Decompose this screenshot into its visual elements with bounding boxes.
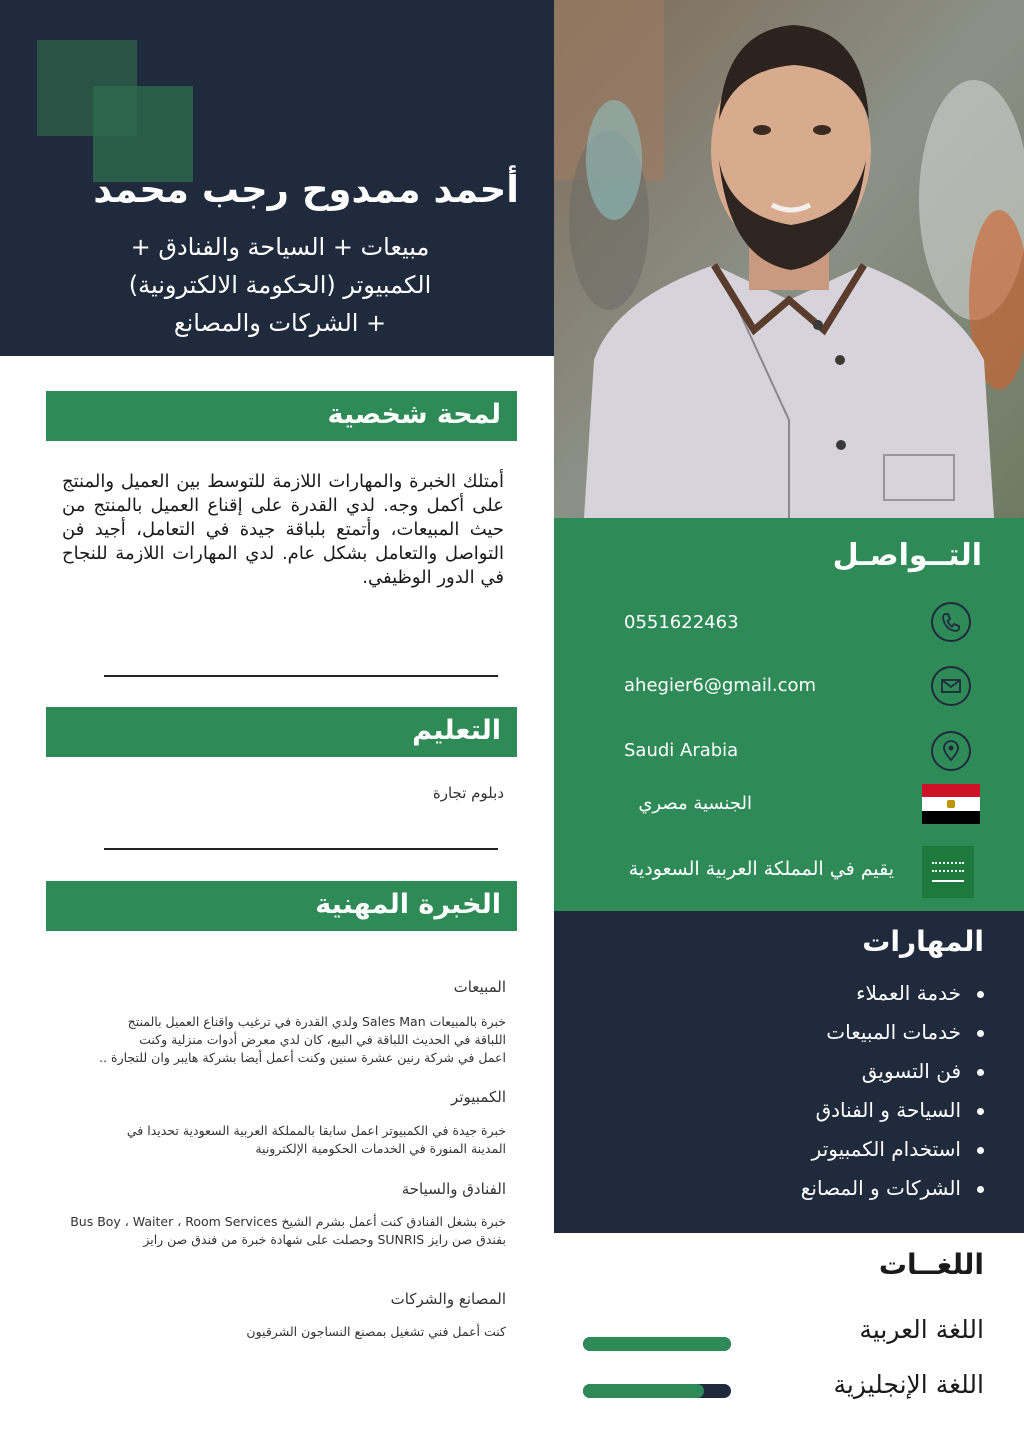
location-pin-icon — [931, 731, 971, 771]
language-level-bar — [583, 1337, 731, 1351]
profile-section-header: لمحة شخصية — [46, 391, 517, 441]
skill-item — [856, 981, 984, 1005]
experience-section-header: الخبرة المهنية — [46, 881, 517, 931]
divider — [104, 675, 498, 677]
skill-label: خدمات المبيعات — [826, 1020, 961, 1044]
nationality-text: الجنسية مصري — [638, 793, 752, 814]
profile-photo — [554, 0, 1024, 518]
experience-line: المدينة المنورة في الخدمات الحكومية الإلكترونية — [255, 1141, 506, 1156]
experience-item-title: الكمبيوتر — [451, 1088, 506, 1106]
phone-icon — [931, 602, 971, 642]
candidate-name: أحمد ممدوح رجب محمد — [93, 168, 519, 211]
skill-item — [801, 1176, 984, 1200]
divider — [104, 848, 498, 850]
email-icon — [931, 666, 971, 706]
language-level-fill — [583, 1337, 731, 1351]
location-text: Saudi Arabia — [624, 740, 739, 761]
skill-item — [816, 1098, 984, 1122]
experience-line: اعمل في شركة رنين عشرة سنين وكنت أعمل أيضا بشركة هايبر وان للتجارة .. — [99, 1050, 506, 1065]
experience-line: خبرة بشغل الفنادق كنت أعمل بشرم الشيخ Bus Boy ، Waiter ، Room Services — [70, 1214, 506, 1229]
portrait-illustration — [554, 0, 1024, 518]
skill-item — [812, 1137, 984, 1161]
language-name: اللغة الإنجليزية — [833, 1370, 984, 1399]
experience-item-text — [30, 1323, 506, 1341]
bullet-icon — [977, 1186, 984, 1193]
experience-line: خبرة بالمبيعات Sales Man ولدي القدرة في ترغيب واقناع العميل بالمنتج — [127, 1014, 506, 1029]
skill-label: خدمة العملاء — [856, 981, 961, 1005]
experience-line: خبرة جيدة في الكمبيوتر اعمل سابقا بالمملكة العربية السعودية تحديدا في — [126, 1123, 506, 1138]
language-level-bar — [583, 1384, 731, 1398]
experience-item-text — [30, 1213, 506, 1249]
bullet-icon — [977, 1147, 984, 1154]
experience-item-title: الفنادق والسياحة — [401, 1180, 506, 1198]
saudi-flag-icon — [922, 846, 974, 898]
contact-section-header: التــواصـل — [832, 538, 982, 573]
languages-section-header: اللغــات — [878, 1248, 984, 1281]
profile-text: أمتلك الخبرة والمهارات اللازمة للتوسط بين العميل والمنتج على أكمل وجه. لدي القدرة على إقناع العميل بالمنتج من حيث المبيعات، وأتمتع بلباقة جيدة في التعامل، أجيد فن التواصل والتعامل بشكل عام. لدي المهارات اللازمة للنجاح في الدور الوظيفي. — [62, 471, 504, 588]
job-subtitle — [40, 228, 520, 342]
experience-item-title: المبيعات — [453, 978, 506, 996]
skill-label: السياحة و الفنادق — [815, 1098, 961, 1122]
bullet-icon — [977, 1030, 984, 1037]
subtitle-line: + الشركات والمصانع — [173, 309, 387, 337]
subtitle-line: مبيعات + السياحة والفنادق + — [130, 233, 430, 261]
bullet-icon — [977, 1108, 984, 1115]
education-section-header: التعليم — [46, 707, 517, 757]
language-level-fill — [583, 1384, 704, 1398]
skills-section-header: المهارات — [862, 925, 984, 958]
experience-item-text — [30, 1013, 506, 1067]
skill-label: استخدام الكمبيوتر — [811, 1137, 961, 1161]
residence-text: يقيم في المملكة العربية السعودية — [628, 858, 894, 880]
experience-line: بفندق صن رايز SUNRIS وحصلت على شهادة خبرة من فندق صن رايز — [143, 1232, 506, 1247]
skill-item — [826, 1020, 984, 1044]
bullet-icon — [977, 991, 984, 998]
skill-item — [862, 1059, 984, 1083]
experience-item-text — [30, 1122, 506, 1158]
experience-line: كنت أعمل فني تشغيل بمصنع النساجون الشرقيون — [246, 1324, 506, 1339]
education-text: دبلوم تجارة — [432, 784, 504, 802]
experience-item-title: المصانع والشركات — [390, 1290, 506, 1308]
egypt-flag-icon — [922, 784, 980, 824]
subtitle-line: الكمبيوتر (الحكومة الالكترونية) — [128, 271, 432, 299]
language-name: اللغة العربية — [859, 1315, 984, 1344]
email-address[interactable]: ahegier6@gmail.com — [624, 675, 817, 696]
bullet-icon — [977, 1069, 984, 1076]
skill-label: فن التسويق — [861, 1059, 961, 1083]
experience-line: اللباقة في الحديث اللباقة في البيع، كان لدي معرض أدوات منزلية وكنت — [139, 1032, 506, 1047]
phone-number[interactable]: 0551622463 — [624, 612, 739, 633]
skill-label: الشركات و المصانع — [800, 1176, 961, 1200]
